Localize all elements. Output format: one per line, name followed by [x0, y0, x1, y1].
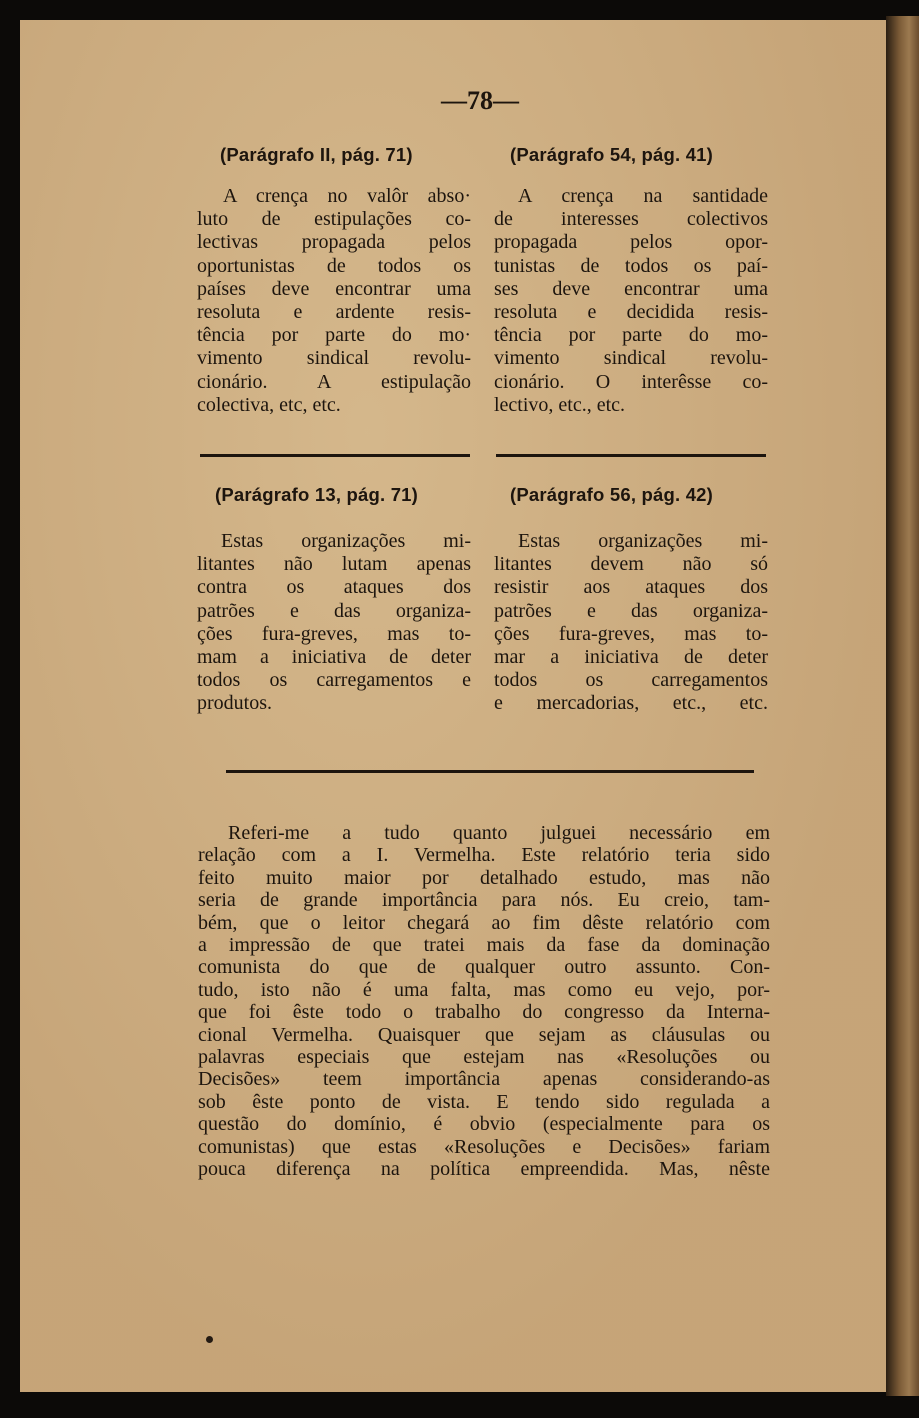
text-line: tência por parte do mo- — [494, 324, 768, 347]
text-line: ções fura-greves, mas to- — [197, 622, 471, 645]
text-line: seria de grande importância para nós. Eu creio, tam- — [198, 889, 770, 912]
text-line: relação com a I. Vermelha. Este relatório teria sido — [198, 844, 770, 867]
text-line: todos os carregamentos — [494, 669, 768, 692]
text-line: patrões e das organiza- — [197, 599, 471, 622]
ink-dot — [206, 1336, 213, 1343]
text-line: bém, que o leitor chegará ao fim dêste relatório com — [198, 911, 770, 934]
left-paragraph-2 — [197, 530, 471, 716]
page-number: —78— — [441, 86, 519, 115]
text-line: ses deve encontrar uma — [494, 277, 768, 300]
text-line: produtos. — [197, 692, 272, 715]
text-line: que foi êste todo o trabalho do congresso da Interna- — [198, 1001, 770, 1024]
text-line: lectivas propagada pelos — [197, 231, 471, 254]
right-paragraph-2 — [494, 530, 768, 716]
text-line: tência por parte do mo· — [197, 324, 471, 347]
text-line: comunista do que de qualquer outro assunto. Con- — [198, 956, 770, 979]
book-spine-edge — [886, 16, 919, 1396]
right-heading-2: (Parágrafo 56, pág. 42) — [510, 484, 714, 505]
text-line: vimento sindical revolu- — [494, 347, 768, 370]
text-line: questão do domínio, é obvio (especialmente para os — [198, 1113, 770, 1136]
text-line: mam a iniciativa de deter — [197, 646, 471, 669]
text-line: pouca diferença na política empreendida. Mas, nêste — [198, 1158, 770, 1181]
text-line: e mercadorias, etc., etc. — [494, 692, 768, 715]
text-line: ções fura-greves, mas to- — [494, 622, 768, 645]
text-line: oportunistas de todos os — [197, 254, 471, 277]
text-line: Estas organizações mi- — [518, 530, 768, 552]
text-line: A crença no valôr abso· — [223, 185, 471, 207]
section-rule — [226, 770, 754, 773]
text-line: Referi-me a tudo quanto julguei necessário em — [228, 822, 770, 844]
text-line: lectivo, etc., etc. — [494, 393, 626, 416]
body-paragraph — [198, 822, 770, 1181]
text-line: todos os carregamentos e — [197, 669, 471, 692]
left-heading-2: (Parágrafo 13, pág. 71) — [215, 484, 419, 505]
text-line: cionário. A estipulação — [197, 370, 471, 393]
text-line: luto de estipulações co- — [197, 208, 471, 231]
text-line: sob êste ponto de vista. E tendo sido regulada a — [198, 1090, 770, 1113]
text-line: vimento sindical revolu- — [197, 347, 471, 370]
right-column-rule — [496, 454, 766, 457]
text-line: Decisões» teem importância apenas considerando-as — [198, 1068, 770, 1091]
text-line: resoluta e ardente resis- — [197, 301, 471, 324]
right-heading-1: (Parágrafo 54, pág. 41) — [510, 144, 714, 165]
text-line: feito muito maior por detalhado estudo, mas não — [198, 866, 770, 889]
text-line: litantes não lutam apenas — [197, 553, 471, 576]
left-column-rule — [200, 454, 470, 457]
text-line: colectiva, etc, etc. — [197, 393, 341, 416]
text-line: a impressão de que tratei mais da fase da dominação — [198, 934, 770, 957]
text-line: mar a iniciativa de deter — [494, 646, 768, 669]
text-line: países deve encontrar uma — [197, 277, 471, 300]
text-line: contra os ataques dos — [197, 576, 471, 599]
left-heading-1: (Parágrafo II, pág. 71) — [220, 144, 413, 165]
text-line: resistir aos ataques dos — [494, 576, 768, 599]
text-line: resoluta e decidida resis- — [494, 301, 768, 324]
left-paragraph-1 — [197, 185, 471, 417]
text-line: tudo, isto não é uma falta, mas como eu vejo, por- — [198, 978, 770, 1001]
text-line: cional Vermelha. Quaisquer que sejam as cláusulas ou — [198, 1023, 770, 1046]
text-line: litantes devem não só — [494, 553, 768, 576]
text-line: cionário. O interêsse co- — [494, 370, 768, 393]
right-paragraph-1 — [494, 185, 768, 417]
text-line: palavras especiais que estejam nas «Resoluções ou — [198, 1046, 770, 1069]
text-line: Estas organizações mi- — [221, 530, 471, 552]
text-line: A crença na santidade — [518, 185, 768, 207]
text-line: propagada pelos opor- — [494, 231, 768, 254]
text-line: comunistas) que estas «Resoluções e Decisões» fariam — [198, 1135, 770, 1158]
text-line: de interesses colectivos — [494, 208, 768, 231]
text-line: tunistas de todos os paí- — [494, 254, 768, 277]
text-line: patrões e das organiza- — [494, 599, 768, 622]
